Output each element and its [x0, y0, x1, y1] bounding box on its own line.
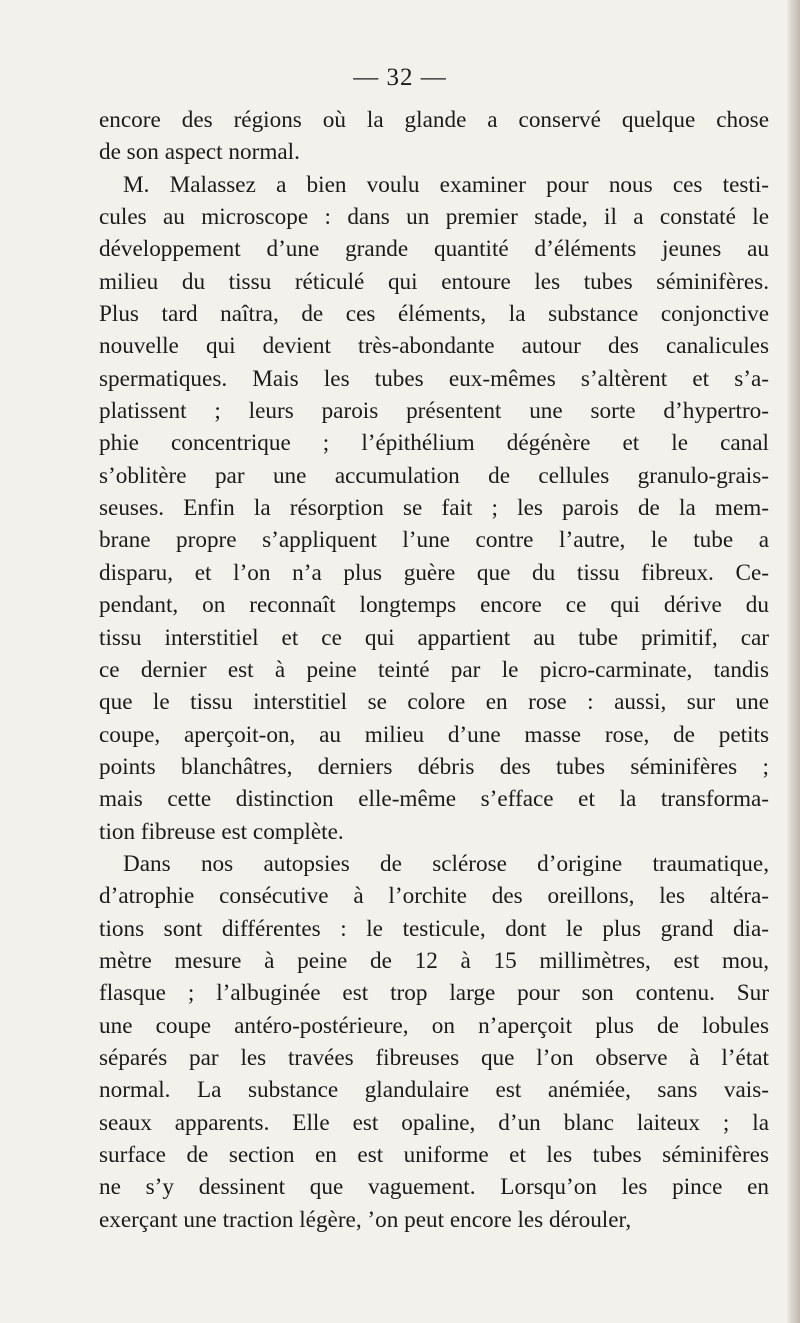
paragraph [99, 848, 769, 1236]
text-line: encore des régions où la glande a conservé quelque chose [99, 107, 769, 133]
text-line: exerçant une traction légère, ’on peut encore les dérouler, [99, 1206, 632, 1233]
text-line: brane propre s’appliquent l’une contre l’autre, le tube a [99, 527, 769, 554]
text-line: seuses. Enfin la résorption se fait ; les parois de la mem- [99, 495, 769, 522]
body-text [99, 104, 769, 1236]
text-line: normal. La substance glandulaire est anémiée, sans vais- [99, 1077, 769, 1104]
text-line: flasque ; l’albuginée est trop large pour son contenu. Sur [99, 980, 769, 1007]
text-line: M. Malassez a bien voulu examiner pour nous ces testi- [123, 171, 769, 198]
text-line: s’oblitère par une accumulation de cellules granulo-grais- [99, 462, 769, 489]
text-line: que le tissu interstitiel se colore en rose : aussi, sur une [99, 689, 769, 716]
text-line: Plus tard naîtra, de ces éléments, la substance conjonctive [99, 301, 769, 328]
text-line: surface de section en est uniforme et les tubes séminifères [99, 1142, 769, 1168]
text-line: une coupe antéro-postérieure, on n’aperçoit plus de lobules [99, 1012, 769, 1039]
text-line: nouvelle qui devient très-abondante autour des canalicules [99, 333, 769, 360]
text-line: seaux apparents. Elle est opaline, d’un blanc laiteux ; la [99, 1109, 769, 1136]
text-line: cules au microscope : dans un premier stade, il a constaté le [99, 204, 769, 231]
text-line: Dans nos autopsies de sclérose d’origine traumatique, [123, 850, 769, 877]
paragraph [99, 169, 769, 848]
text-line: développement d’une grande quantité d’éléments jeunes au [99, 236, 769, 263]
text-line: séparés par les travées fibreuses que l’on observe à l’état [99, 1044, 769, 1071]
text-line: disparu, et l’on n’a plus guère que du tissu fibreux. Ce- [99, 559, 769, 586]
text-line: pendant, on reconnaît longtemps encore ce qui dérive du [99, 592, 769, 619]
text-line: tissu interstitiel et ce qui appartient au tube primitif, car [99, 624, 769, 651]
paragraph [99, 104, 769, 169]
text-line: mètre mesure à peine de 12 à 15 millimètres, est mou, [99, 947, 769, 974]
text-line: d’atrophie consécutive à l’orchite des oreillons, les altéra- [99, 883, 769, 910]
text-line: mais cette distinction elle-même s’efface et la transforma- [99, 786, 769, 813]
page-edge-shadow [786, 0, 800, 1323]
text-line: spermatiques. Mais les tubes eux-mêmes s’altèrent et s’a- [99, 365, 769, 392]
text-line: de son aspect normal. [99, 139, 300, 166]
text-line: tion fibreuse est complète. [99, 818, 344, 845]
text-line: ne s’y dessinent que vaguement. Lorsqu’on les pince en [99, 1174, 769, 1201]
text-line: points blanchâtres, derniers débris des tubes séminifères ; [99, 753, 769, 780]
text-line: tions sont différentes : le testicule, dont le plus grand dia- [99, 915, 769, 942]
text-line: ce dernier est à peine teinté par le picro-carminate, tandis [99, 656, 769, 683]
text-line: coupe, aperçoit-on, au milieu d’une masse rose, de petits [99, 721, 769, 748]
text-line: phie concentrique ; l’épithélium dégénère et le canal [99, 430, 769, 457]
text-line: platissent ; leurs parois présentent une sorte d’hypertro- [99, 398, 769, 425]
page-number: — 32 — [353, 64, 447, 91]
text-line: milieu du tissu réticulé qui entoure les tubes séminifères. [99, 268, 769, 295]
